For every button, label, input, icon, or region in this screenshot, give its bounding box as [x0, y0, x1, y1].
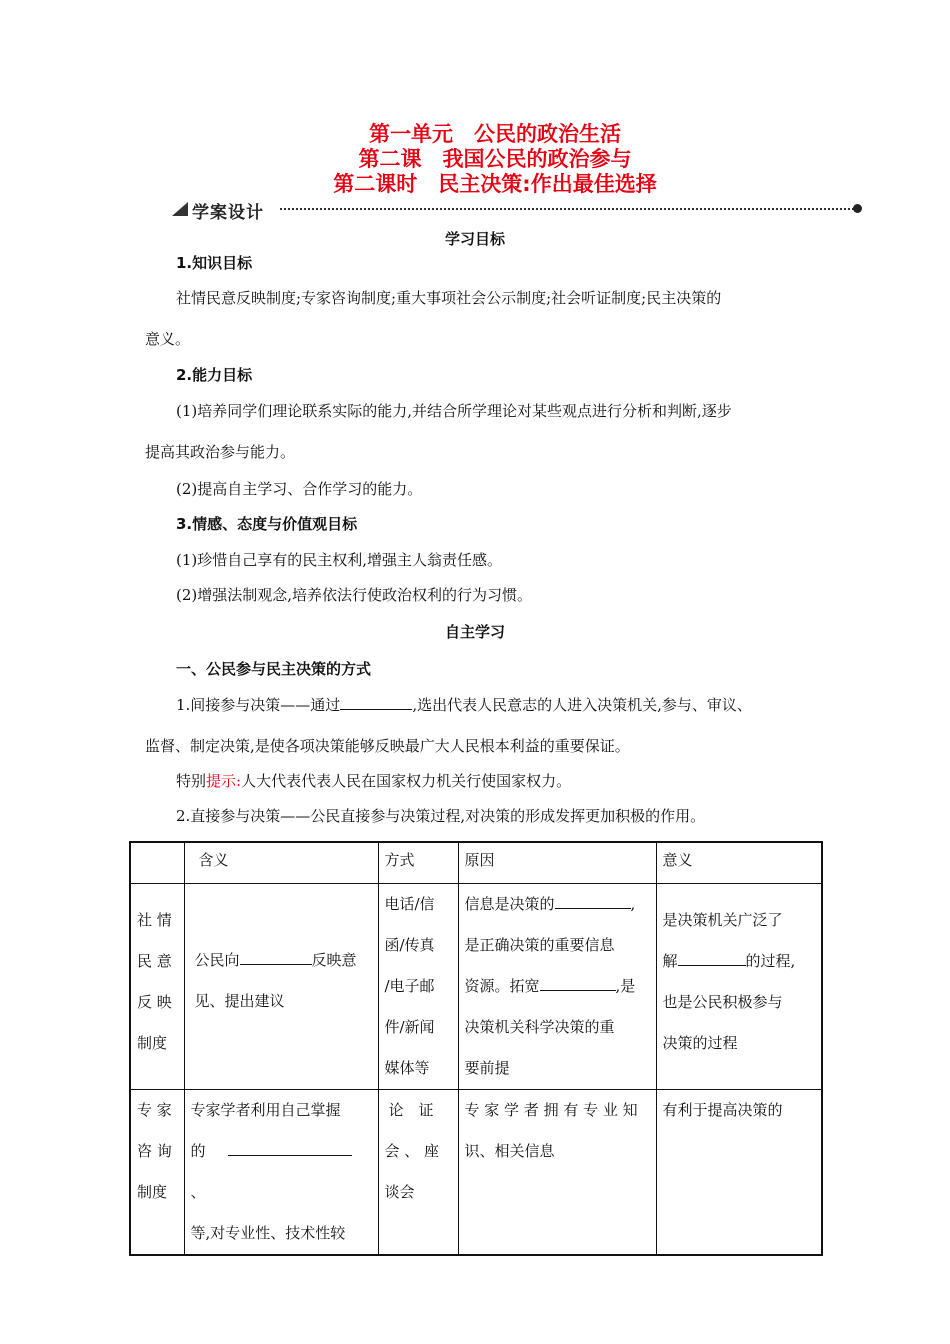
note-pre: 特别 [176, 772, 207, 790]
fill-blank[interactable] [540, 975, 616, 991]
item1-line2: 监督、制定决策,是使各项决策能够反映最广大人民根本利益的重要保证。 [145, 737, 630, 755]
fill-blank[interactable] [228, 1140, 352, 1156]
method-line: 谈会 [384, 1183, 415, 1201]
name-line: 社 情 [137, 911, 172, 929]
knowledge-line1: 社情民意反映制度;专家咨询制度;重大事项社会公示制度;社会听证制度;民主决策的 [176, 289, 722, 307]
banner-label: 学案设计 [192, 203, 264, 223]
reason-cell [458, 884, 656, 1090]
significance-pre: 解 [662, 952, 678, 970]
ability-1a: (1)培养同学们理论联系实际的能力,并结合所学理论对某些观点进行分析和判断,逐步 [176, 402, 732, 420]
meaning-post: 反映意 [311, 951, 357, 969]
method-cell [378, 1090, 458, 1256]
emotion-1: (1)珍惜自己享有的民主权利,增强主人翁责任感。 [176, 551, 503, 569]
reason-line: 是正确决策的重要信息 [464, 936, 615, 954]
knowledge-line2: 意义。 [145, 330, 191, 348]
method-line: 媒体等 [384, 1059, 430, 1077]
method-line: 件/新闻 [384, 1018, 435, 1036]
item2-line: 2.直接参与决策——公民直接参与决策过程,对决策的形成发挥更加积极的作用。 [176, 807, 706, 825]
name-line: 反 映 [137, 993, 172, 1011]
note-hint: 提示: [206, 772, 242, 790]
header-cell: 原因 [458, 842, 656, 884]
note-line [176, 771, 571, 791]
meaning-line [191, 1131, 372, 1213]
significance-post: 的过程, [745, 952, 796, 970]
emotion-title: 3.情感、态度与价值观目标 [176, 515, 358, 533]
significance-cell [656, 884, 822, 1090]
item1-line1 [176, 694, 752, 715]
header-cell: 方式 [378, 842, 458, 884]
header-cell: 含义 [184, 842, 378, 884]
table-row [130, 884, 822, 1090]
reason-cell [458, 1090, 656, 1256]
knowledge-title: 1.知识目标 [176, 254, 253, 272]
reason-line: 要前提 [464, 1059, 510, 1077]
significance-line: 有利于提高决策的 [662, 1101, 783, 1119]
header-cell [130, 842, 184, 884]
end-dot-icon [853, 204, 862, 213]
header-cell: 意义 [656, 842, 822, 884]
reason-line [465, 966, 650, 1007]
reason-line: 识、相关信息 [464, 1142, 555, 1160]
note-post: 人大代表代表人民在国家权力机关行使国家权力。 [241, 772, 572, 790]
reason-line: 专 家 学 者 拥 有 专 业 知 [464, 1101, 638, 1119]
meaning-line: 等,对专业性、技术性较 [190, 1224, 346, 1242]
row-name-cell [130, 1090, 184, 1256]
meaning-pre: 公民向 [194, 951, 240, 969]
meaning-post: 、 [190, 1183, 206, 1201]
title-block [0, 122, 950, 197]
method-line: 函/传真 [384, 936, 435, 954]
ability-title: 2.能力目标 [176, 366, 253, 384]
significance-line: 是决策机关广泛了 [662, 911, 783, 929]
meaning-cell [184, 1090, 378, 1256]
reason-pre: 资源。拓宽 [464, 977, 540, 995]
section-banner [172, 198, 862, 222]
section1-title: 一、公民参与民主决策的方式 [176, 660, 372, 678]
item1-post: ,选出代表人民意志的人进入决策机关,参与、审议、 [412, 696, 752, 714]
table-header-row [130, 842, 822, 884]
significance-line: 也是公民积极参与 [662, 993, 783, 1011]
name-line: 专 家 [137, 1101, 172, 1119]
method-line: /电子邮 [384, 977, 435, 995]
name-line: 制度 [137, 1183, 168, 1201]
emotion-2: (2)增强法制观念,培养依法行使政治权利的行为习惯。 [176, 586, 533, 604]
meaning-line: 专家学者利用自己掌握 [190, 1101, 341, 1119]
item1-pre: 1.间接参与决策——通过 [176, 696, 341, 714]
row-name-cell [130, 884, 184, 1090]
method-line: 会 、 座 [384, 1142, 440, 1160]
method-cell [378, 884, 458, 1090]
significance-line: 决策的过程 [662, 1034, 738, 1052]
study-heading: 自主学习 [444, 623, 505, 641]
name-line: 咨 询 [137, 1142, 172, 1160]
reason-line: 决策机关科学决策的重 [464, 1018, 615, 1036]
fill-blank[interactable] [678, 950, 746, 966]
meaning-line [195, 940, 372, 981]
ability-2: (2)提高自主学习、合作学习的能力。 [176, 480, 423, 498]
significance-line [663, 941, 816, 982]
name-line: 制度 [137, 1034, 168, 1052]
meaning-line: 见、提出建议 [194, 992, 285, 1010]
table-row [130, 1090, 822, 1256]
method-line: 电话/信 [384, 895, 435, 913]
fill-blank[interactable] [555, 893, 631, 909]
reason-post: , [630, 895, 636, 913]
period-title: 第二课时 民主决策:作出最佳选择 [333, 172, 657, 196]
triangle-icon [172, 202, 188, 216]
name-line: 民 意 [137, 952, 172, 970]
unit-title: 第一单元 公民的政治生活 [369, 122, 621, 146]
method-line: 论 证 [388, 1101, 434, 1119]
significance-cell [656, 1090, 822, 1256]
reason-pre: 信息是决策的 [464, 895, 555, 913]
dotted-divider [280, 208, 854, 210]
decision-table [129, 841, 823, 1256]
reason-post: ,是 [615, 977, 636, 995]
meaning-pre: 的 [190, 1142, 206, 1160]
fill-blank[interactable] [340, 694, 412, 710]
ability-1b: 提高其政治参与能力。 [145, 443, 296, 461]
fill-blank[interactable] [240, 949, 312, 965]
lesson-title: 第二课 我国公民的政治参与 [358, 147, 632, 171]
meaning-cell [184, 884, 378, 1090]
goals-heading: 学习目标 [444, 230, 505, 248]
reason-line [465, 884, 650, 925]
